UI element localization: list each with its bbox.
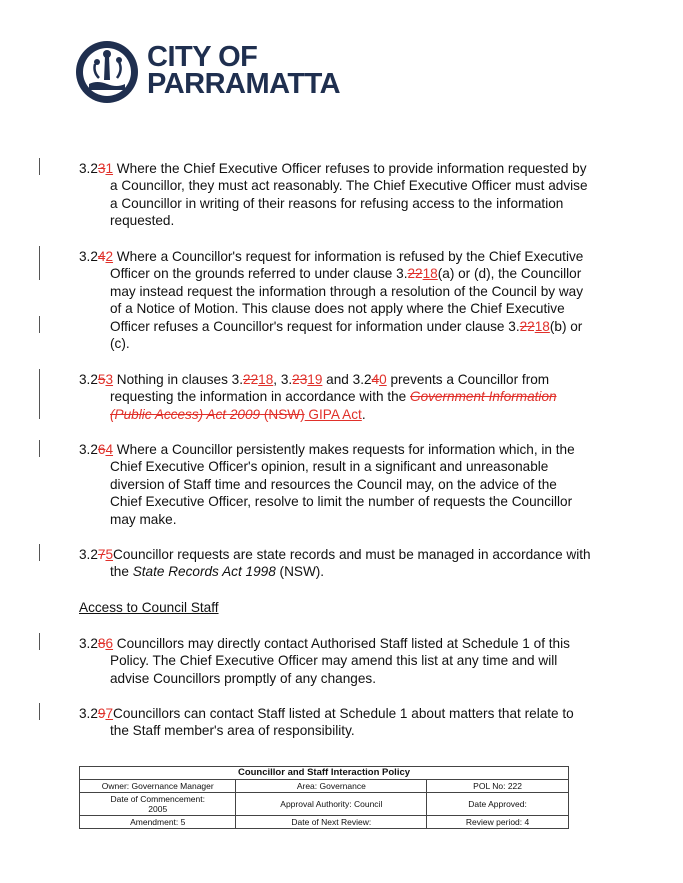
date-approved-cell: Date Approved: [427, 793, 569, 816]
parramatta-seal-icon [75, 40, 139, 104]
clause-3-27: 3.297Councillors can contact Staff listed at Schedule 1 about matters that relate to the Staff member's area of responsibility. [79, 706, 574, 739]
logo-line-1: CITY OF [147, 41, 258, 73]
tracked-insertion: 1 [105, 161, 114, 176]
review-period-cell: Review period: 4 [427, 816, 569, 829]
area-cell: Area: Governance [236, 780, 427, 793]
tracked-deletion: 3 [97, 161, 106, 176]
change-bar [39, 544, 40, 561]
change-bar [39, 440, 40, 457]
change-bar [39, 158, 40, 175]
clause-3-24: 3.264 Where a Councillor persistently makes requests for information which, in the Chief Executive Officer's opinion, result in a significant and unreasonable diversion of Staff time and resources the Council may, on the advice of the Chief Executive Officer, resolve to limit the number of requests the Councillor may make. [79, 442, 575, 527]
logo-line-2: PARRAMATTA [147, 68, 341, 100]
owner-cell: Owner: Governance Manager [80, 780, 236, 793]
policy-title: Councillor and Staff Interaction Policy [80, 767, 569, 780]
city-of-parramatta-logo [75, 40, 345, 104]
commencement-cell: Date of Commencement: 2005 [80, 793, 236, 816]
policy-number-cell: POL No: 222 [427, 780, 569, 793]
change-bar [39, 633, 40, 650]
change-bar [39, 246, 40, 280]
next-review-cell: Date of Next Review: [236, 816, 427, 829]
change-bar [39, 369, 40, 419]
amendment-cell: Amendment: 5 [80, 816, 236, 829]
clause-3-21: 3.231 Where the Chief Executive Officer refuses to provide information requested by a Councillor, they must act reasonably. The Chief Executive Officer must advise a Councillor in writing of their reasons for refusing access to the information requested. [79, 161, 588, 229]
change-bar [39, 316, 40, 333]
approval-authority-cell: Approval Authority: Council [236, 793, 427, 816]
clause-3-26: 3.286 Councillors may directly contact Authorised Staff listed at Schedule 1 of this Policy. The Chief Executive Officer may amend this list at any time and will advise Councillors promptly of any changes. [79, 636, 570, 686]
logo-wordmark [147, 41, 341, 100]
policy-footer-table [79, 766, 569, 829]
clause-3-22: 3.242 Where a Councillor's request for information is refused by the Chief Executive Officer on the grounds referred to under clause 3.2218(a) or (d), the Councillor may instead request the information through a resolution of the Council by way of a Notice of Motion. This clause does not apply where the Chief Executive Officer refuses a Councillor's request for information under clause 3.2218(b) or (c). [79, 249, 584, 352]
section-heading: Access to Council Staff [79, 600, 219, 615]
tracked-deletion: 4 [97, 249, 106, 264]
tracked-insertion: 2 [105, 249, 114, 264]
clause-3-23: 3.253 Nothing in clauses 3.2218, 3.2319 and 3.240 prevents a Councillor from requesting the information in accordance with the Government Information (Public Access) Act 2009 (NSW) GIPA Act. [79, 372, 557, 422]
change-bar [39, 703, 40, 720]
clause-3-25: 3.275Councillor requests are state records and must be managed in accordance with the State Records Act 1998 (NSW). [79, 547, 591, 580]
